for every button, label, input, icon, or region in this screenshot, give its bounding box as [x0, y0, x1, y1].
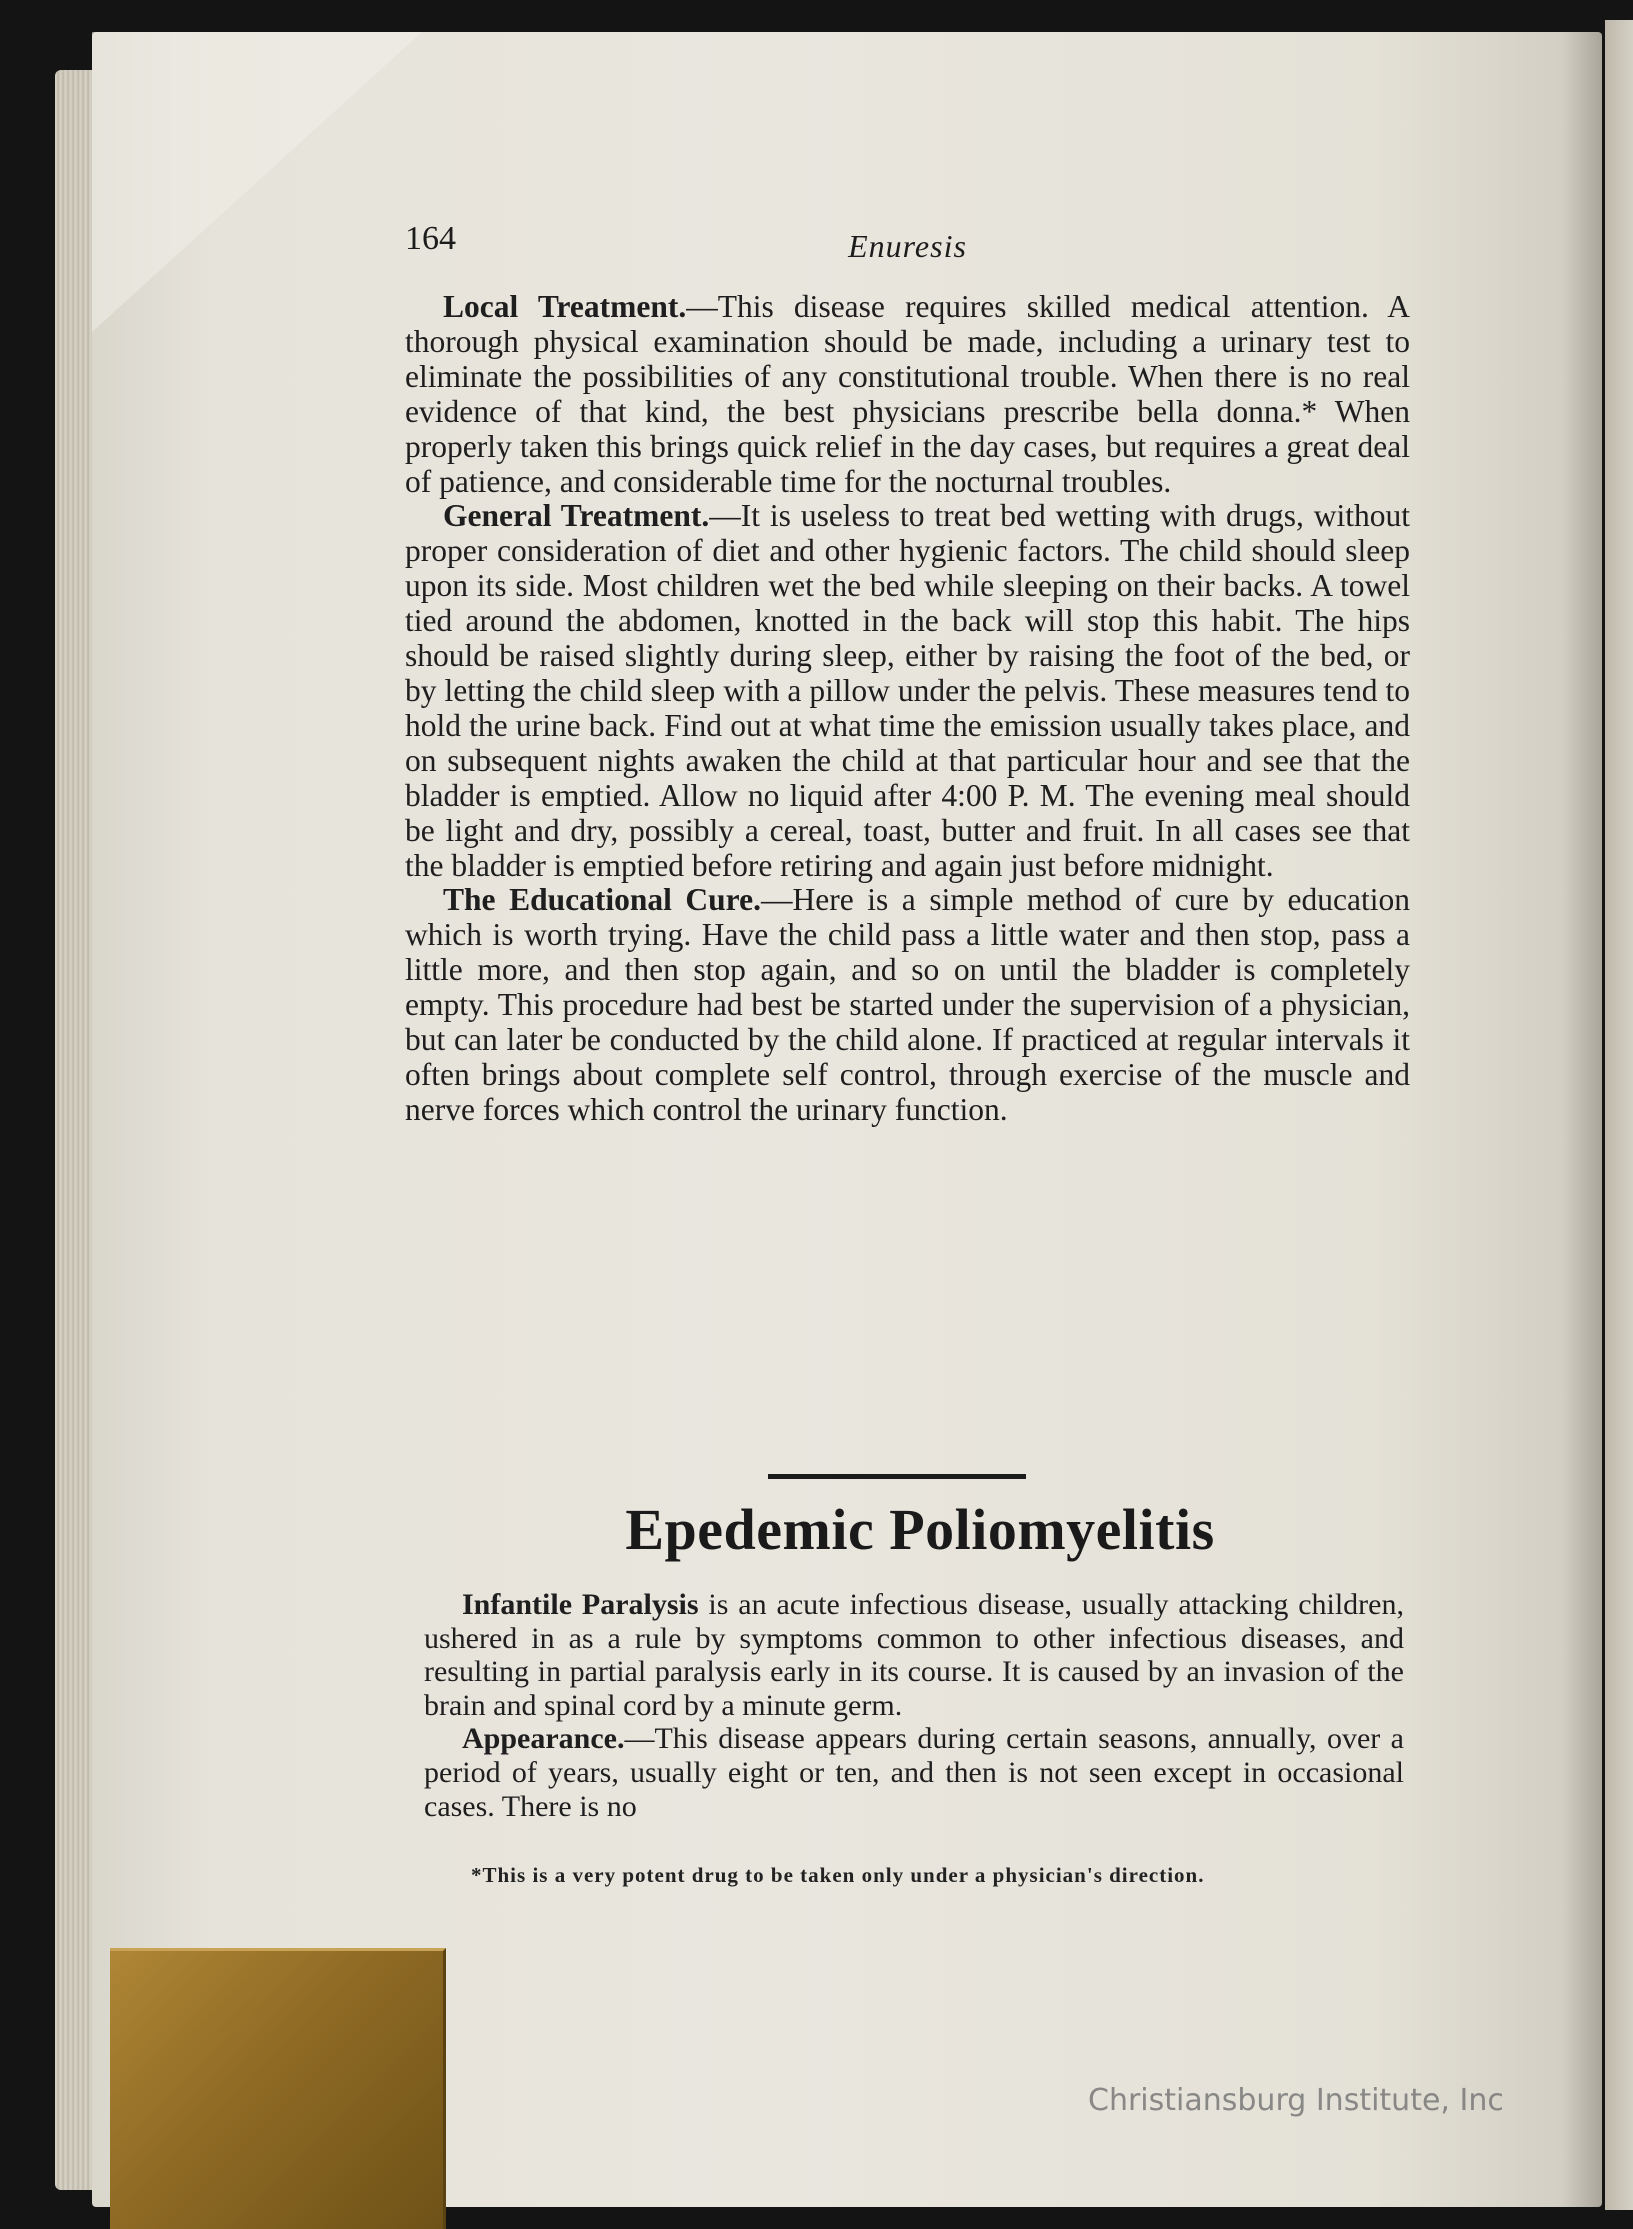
paragraph-heading: Infantile Paralysis	[462, 1588, 699, 1621]
paragraph-educational-cure	[405, 883, 1410, 1127]
paragraph-appearance	[424, 1722, 1404, 1823]
running-head: Enuresis	[848, 228, 967, 264]
paragraph-heading: Appearance.	[462, 1722, 625, 1756]
section-divider-rule	[768, 1474, 1026, 1479]
folded-page-corner	[92, 32, 422, 332]
paragraph-body: —Here is a simple method of cure by education which is worth trying. Have the child pass a little water and then stop, pass a little more, and then stop again, and so on until the bladder is completely empty. This procedure had best be started under the supervision of a physician, but can later be conducted by the child alone. If practiced at regular intervals it often brings about complete self control, through exercise of the muscle and nerve forces which control the urinary function.	[405, 882, 1411, 1127]
paragraph-general-treatment	[405, 499, 1410, 883]
page-number: 164	[405, 220, 456, 257]
section-title: Epedemic Poliomyelitis	[625, 1497, 1215, 1562]
enuresis-text	[405, 290, 1410, 1128]
paragraph-body: is an acute infectious disease, usually attacking children, ushered in as a rule by symptoms common to other infectious diseases, and resulting in partial paralysis early in its course. It is caused by an invasion of the brain and spinal cord by a minute germ.	[424, 1588, 1404, 1722]
paragraph-body: —It is useless to treat bed wetting with drugs, without proper consideration of diet and other hygienic factors. The child should sleep upon its side. Most children wet the bed while sleeping on their backs. A towel tied around the abdomen, knotted in the back will stop this habit. The hips should be raised slightly during sleep, either by raising the foot of the bed, or by letting the child sleep with a pillow under the pelvis. These measures tend to hold the urine back. Find out at what time the emission usually takes place, and on subsequent nights awaken the child at that particular hour and see that the bladder is emptied. Allow no liquid after 4:00 P. M. The evening meal should be light and dry, possibly a cereal, toast, butter and fruit. In all cases see that the bladder is emptied before retiring and again just before midnight.	[405, 498, 1411, 883]
paragraph-infantile-paralysis	[424, 1588, 1404, 1722]
paragraph-heading: General Treatment.	[443, 498, 710, 534]
page-header	[405, 220, 1410, 270]
paragraph-body: —This disease appears during certain seasons, annually, over a period of years, usually eight or ten, and then is not seen except in occasional cases. There is no	[424, 1722, 1404, 1823]
footnote: *This is a very potent drug to be taken only under a physician's direction.	[471, 1863, 1205, 1887]
page-gutter-shadow	[1562, 32, 1602, 2207]
paragraph-heading: The Educational Cure.	[443, 882, 761, 918]
paragraph-body: —This disease requires skilled medical attention. A thorough physical examination should be made, including a urinary test to eliminate the possibilities of any constitutional trouble. When there is no real evidence of that kind, the best physicians prescribe bella donna.* When properly taken this brings quick relief in the day cases, but requires a great deal of patience, and considerable time for the nocturnal troubles.	[405, 289, 1410, 499]
poliomyelitis-text	[424, 1588, 1404, 1823]
gold-bookmark-block	[110, 1948, 446, 2229]
facing-page-edge	[1605, 20, 1633, 2210]
paragraph-heading: Local Treatment.	[443, 289, 687, 324]
watermark: Christiansburg Institute, Inc	[1088, 2083, 1504, 2118]
paragraph-local-treatment	[405, 290, 1410, 499]
